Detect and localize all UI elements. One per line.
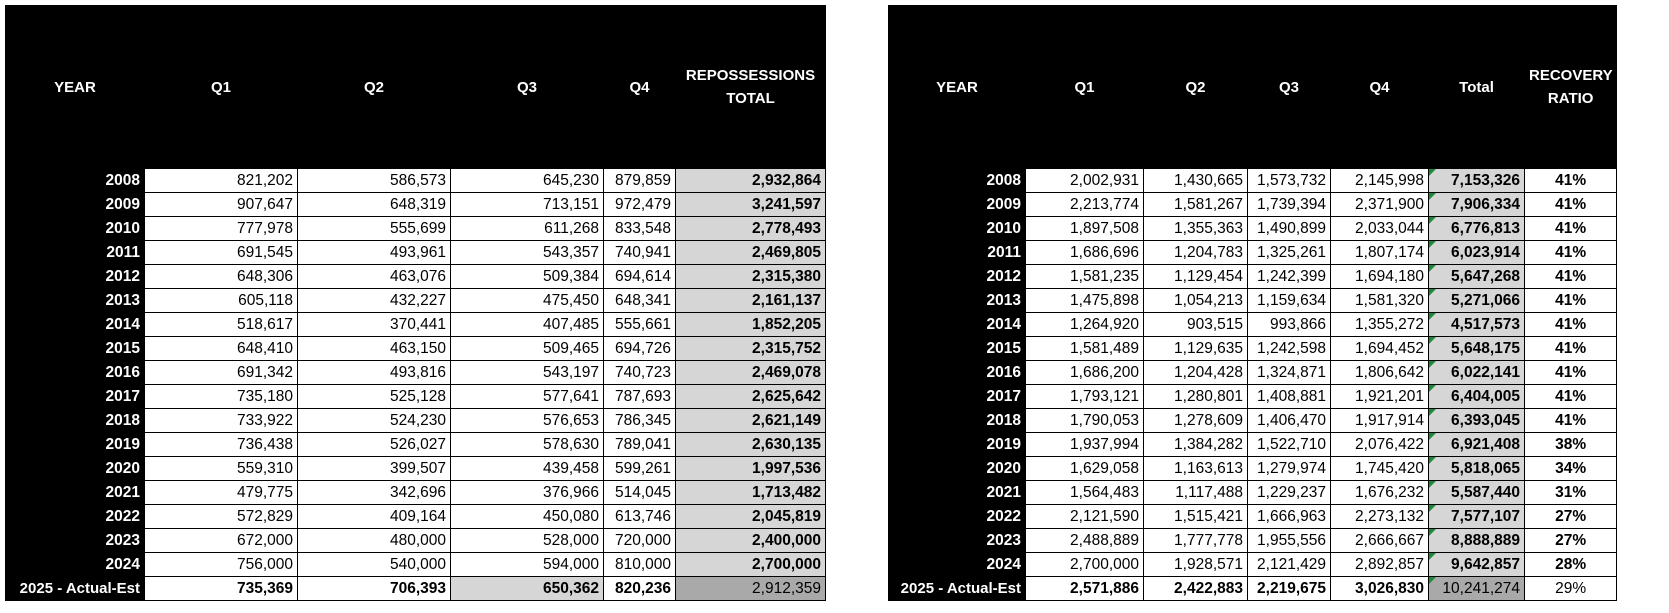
value-cell: 694,614 xyxy=(604,265,676,289)
table-row xyxy=(889,193,1617,217)
total-cell: 5,587,440 xyxy=(1429,481,1525,505)
value-cell: 2,371,900 xyxy=(1331,193,1429,217)
value-cell: 370,441 xyxy=(298,313,451,337)
value-cell: 509,384 xyxy=(451,265,604,289)
value-cell: 514,045 xyxy=(604,481,676,505)
table-header-row xyxy=(889,6,1617,169)
total-cell: 1,713,482 xyxy=(676,481,826,505)
value-cell: 879,859 xyxy=(604,169,676,193)
table-row xyxy=(889,505,1617,529)
value-cell: 694,726 xyxy=(604,337,676,361)
value-cell: 2,002,931 xyxy=(1026,169,1144,193)
value-cell: 540,000 xyxy=(298,553,451,577)
value-cell: 2,145,998 xyxy=(1331,169,1429,193)
value-cell: 1,928,571 xyxy=(1144,553,1248,577)
value-cell: 578,630 xyxy=(451,433,604,457)
value-cell: 1,355,272 xyxy=(1331,313,1429,337)
value-cell: 777,978 xyxy=(145,217,298,241)
column-header: Total xyxy=(1429,6,1525,169)
table-row xyxy=(889,553,1617,577)
table-row xyxy=(889,433,1617,457)
value-cell: 993,866 xyxy=(1248,313,1331,337)
value-cell: 1,280,801 xyxy=(1144,385,1248,409)
table-row xyxy=(6,361,826,385)
year-cell: 2014 xyxy=(889,313,1026,337)
table-row xyxy=(889,457,1617,481)
table-row xyxy=(6,265,826,289)
value-cell: 1,279,974 xyxy=(1248,457,1331,481)
value-cell: 1,490,899 xyxy=(1248,217,1331,241)
value-cell: 650,362 xyxy=(451,577,604,601)
table-row xyxy=(6,481,826,505)
value-cell: 463,150 xyxy=(298,337,451,361)
value-cell: 450,080 xyxy=(451,505,604,529)
total-cell: 1,997,536 xyxy=(676,457,826,481)
year-cell: 2021 xyxy=(889,481,1026,505)
value-cell: 821,202 xyxy=(145,169,298,193)
value-cell: 740,723 xyxy=(604,361,676,385)
ratio-cell: 29% xyxy=(1525,577,1617,601)
value-cell: 526,027 xyxy=(298,433,451,457)
value-cell: 1,694,180 xyxy=(1331,265,1429,289)
value-cell: 786,345 xyxy=(604,409,676,433)
total-cell: 2,700,000 xyxy=(676,553,826,577)
value-cell: 2,422,883 xyxy=(1144,577,1248,601)
ratio-cell: 41% xyxy=(1525,409,1617,433)
value-cell: 672,000 xyxy=(145,529,298,553)
value-cell: 756,000 xyxy=(145,553,298,577)
year-cell: 2025 - Actual-Est xyxy=(6,577,145,601)
value-cell: 1,204,428 xyxy=(1144,361,1248,385)
total-cell: 2,469,805 xyxy=(676,241,826,265)
value-cell: 648,319 xyxy=(298,193,451,217)
year-cell: 2018 xyxy=(6,409,145,433)
value-cell: 1,694,452 xyxy=(1331,337,1429,361)
year-cell: 2019 xyxy=(6,433,145,457)
value-cell: 576,653 xyxy=(451,409,604,433)
value-cell: 409,164 xyxy=(298,505,451,529)
value-cell: 1,686,696 xyxy=(1026,241,1144,265)
year-cell: 2025 - Actual-Est xyxy=(889,577,1026,601)
value-cell: 2,892,857 xyxy=(1331,553,1429,577)
ratio-cell: 41% xyxy=(1525,337,1617,361)
total-cell: 2,400,000 xyxy=(676,529,826,553)
total-cell: 2,625,642 xyxy=(676,385,826,409)
value-cell: 2,488,889 xyxy=(1026,529,1144,553)
value-cell: 1,581,320 xyxy=(1331,289,1429,313)
value-cell: 1,897,508 xyxy=(1026,217,1144,241)
column-header: Q3 xyxy=(451,6,604,169)
total-cell: 5,647,268 xyxy=(1429,265,1525,289)
value-cell: 611,268 xyxy=(451,217,604,241)
year-cell: 2024 xyxy=(889,553,1026,577)
year-cell: 2012 xyxy=(6,265,145,289)
value-cell: 907,647 xyxy=(145,193,298,217)
column-header: Q2 xyxy=(298,6,451,169)
value-cell: 1,745,420 xyxy=(1331,457,1429,481)
total-cell: 2,778,493 xyxy=(676,217,826,241)
ratio-cell: 31% xyxy=(1525,481,1617,505)
year-cell: 2021 xyxy=(6,481,145,505)
year-cell: 2010 xyxy=(6,217,145,241)
value-cell: 1,325,261 xyxy=(1248,241,1331,265)
table-row xyxy=(889,265,1617,289)
table-header-row xyxy=(6,6,826,169)
year-cell: 2023 xyxy=(889,529,1026,553)
value-cell: 613,746 xyxy=(604,505,676,529)
column-header: Q1 xyxy=(145,6,298,169)
total-cell: 6,404,005 xyxy=(1429,385,1525,409)
column-header: YEAR xyxy=(889,6,1026,169)
value-cell: 1,686,200 xyxy=(1026,361,1144,385)
value-cell: 735,180 xyxy=(145,385,298,409)
year-cell: 2020 xyxy=(6,457,145,481)
value-cell: 1,264,920 xyxy=(1026,313,1144,337)
value-cell: 1,355,363 xyxy=(1144,217,1248,241)
value-cell: 1,229,237 xyxy=(1248,481,1331,505)
ratio-cell: 41% xyxy=(1525,313,1617,337)
column-header: Q1 xyxy=(1026,6,1144,169)
total-cell: 5,271,066 xyxy=(1429,289,1525,313)
total-cell: 7,577,107 xyxy=(1429,505,1525,529)
table-row xyxy=(6,289,826,313)
value-cell: 2,273,132 xyxy=(1331,505,1429,529)
value-cell: 648,341 xyxy=(604,289,676,313)
value-cell: 1,242,598 xyxy=(1248,337,1331,361)
value-cell: 1,921,201 xyxy=(1331,385,1429,409)
year-cell: 2017 xyxy=(6,385,145,409)
value-cell: 706,393 xyxy=(298,577,451,601)
year-cell: 2009 xyxy=(6,193,145,217)
value-cell: 439,458 xyxy=(451,457,604,481)
value-cell: 1,129,454 xyxy=(1144,265,1248,289)
total-cell: 6,393,045 xyxy=(1429,409,1525,433)
value-cell: 1,806,642 xyxy=(1331,361,1429,385)
table-row xyxy=(6,385,826,409)
year-cell: 2018 xyxy=(889,409,1026,433)
value-cell: 1,573,732 xyxy=(1248,169,1331,193)
ratio-cell: 27% xyxy=(1525,529,1617,553)
year-cell: 2008 xyxy=(6,169,145,193)
column-header: Q4 xyxy=(604,6,676,169)
value-cell: 1,204,783 xyxy=(1144,241,1248,265)
value-cell: 1,408,881 xyxy=(1248,385,1331,409)
value-cell: 2,121,429 xyxy=(1248,553,1331,577)
value-cell: 555,699 xyxy=(298,217,451,241)
column-header: REPOSSESSIONS TOTAL xyxy=(676,6,826,169)
ratio-cell: 41% xyxy=(1525,265,1617,289)
value-cell: 594,000 xyxy=(451,553,604,577)
year-cell: 2024 xyxy=(6,553,145,577)
value-cell: 2,571,886 xyxy=(1026,577,1144,601)
total-cell: 2,045,819 xyxy=(676,505,826,529)
value-cell: 509,465 xyxy=(451,337,604,361)
value-cell: 1,581,235 xyxy=(1026,265,1144,289)
value-cell: 1,117,488 xyxy=(1144,481,1248,505)
year-cell: 2015 xyxy=(889,337,1026,361)
ratio-cell: 41% xyxy=(1525,361,1617,385)
table-row xyxy=(6,409,826,433)
value-cell: 543,197 xyxy=(451,361,604,385)
total-cell: 6,776,813 xyxy=(1429,217,1525,241)
ratio-cell: 27% xyxy=(1525,505,1617,529)
total-cell: 5,648,175 xyxy=(1429,337,1525,361)
value-cell: 524,230 xyxy=(298,409,451,433)
table-row xyxy=(889,361,1617,385)
year-cell: 2011 xyxy=(6,241,145,265)
value-cell: 1,522,710 xyxy=(1248,433,1331,457)
table-row xyxy=(6,505,826,529)
ratio-cell: 38% xyxy=(1525,433,1617,457)
value-cell: 2,121,590 xyxy=(1026,505,1144,529)
value-cell: 1,777,778 xyxy=(1144,529,1248,553)
value-cell: 1,676,232 xyxy=(1331,481,1429,505)
total-cell: 6,921,408 xyxy=(1429,433,1525,457)
value-cell: 480,000 xyxy=(298,529,451,553)
table-row xyxy=(6,457,826,481)
table-row xyxy=(6,529,826,553)
value-cell: 1,807,174 xyxy=(1331,241,1429,265)
repossessions-table xyxy=(5,5,826,601)
total-cell: 7,153,326 xyxy=(1429,169,1525,193)
total-cell: 4,517,573 xyxy=(1429,313,1525,337)
value-cell: 1,739,394 xyxy=(1248,193,1331,217)
value-cell: 407,485 xyxy=(451,313,604,337)
value-cell: 479,775 xyxy=(145,481,298,505)
value-cell: 1,666,963 xyxy=(1248,505,1331,529)
value-cell: 645,230 xyxy=(451,169,604,193)
value-cell: 2,033,044 xyxy=(1331,217,1429,241)
ratio-cell: 41% xyxy=(1525,289,1617,313)
value-cell: 691,545 xyxy=(145,241,298,265)
value-cell: 1,581,267 xyxy=(1144,193,1248,217)
ratio-cell: 41% xyxy=(1525,217,1617,241)
year-cell: 2008 xyxy=(889,169,1026,193)
total-cell: 5,818,065 xyxy=(1429,457,1525,481)
value-cell: 810,000 xyxy=(604,553,676,577)
estimate-row xyxy=(889,577,1617,601)
ratio-cell: 41% xyxy=(1525,193,1617,217)
table-row xyxy=(889,241,1617,265)
value-cell: 1,054,213 xyxy=(1144,289,1248,313)
value-cell: 493,816 xyxy=(298,361,451,385)
table-row xyxy=(889,217,1617,241)
value-cell: 1,163,613 xyxy=(1144,457,1248,481)
table-row xyxy=(889,409,1617,433)
value-cell: 1,406,470 xyxy=(1248,409,1331,433)
total-cell: 7,906,334 xyxy=(1429,193,1525,217)
total-cell: 6,023,914 xyxy=(1429,241,1525,265)
value-cell: 1,629,058 xyxy=(1026,457,1144,481)
ratio-cell: 41% xyxy=(1525,385,1617,409)
value-cell: 3,026,830 xyxy=(1331,577,1429,601)
total-cell: 6,022,141 xyxy=(1429,361,1525,385)
table-row xyxy=(889,289,1617,313)
total-cell: 10,241,274 xyxy=(1429,577,1525,601)
value-cell: 1,793,121 xyxy=(1026,385,1144,409)
value-cell: 1,955,556 xyxy=(1248,529,1331,553)
table-row xyxy=(889,337,1617,361)
table-row xyxy=(889,481,1617,505)
year-cell: 2020 xyxy=(889,457,1026,481)
value-cell: 376,966 xyxy=(451,481,604,505)
value-cell: 432,227 xyxy=(298,289,451,313)
total-cell: 1,852,205 xyxy=(676,313,826,337)
value-cell: 2,666,667 xyxy=(1331,529,1429,553)
total-cell: 9,642,857 xyxy=(1429,553,1525,577)
value-cell: 1,324,871 xyxy=(1248,361,1331,385)
value-cell: 720,000 xyxy=(604,529,676,553)
value-cell: 572,829 xyxy=(145,505,298,529)
value-cell: 736,438 xyxy=(145,433,298,457)
table-row xyxy=(6,553,826,577)
value-cell: 599,261 xyxy=(604,457,676,481)
value-cell: 740,941 xyxy=(604,241,676,265)
value-cell: 1,159,634 xyxy=(1248,289,1331,313)
value-cell: 733,922 xyxy=(145,409,298,433)
value-cell: 543,357 xyxy=(451,241,604,265)
value-cell: 713,151 xyxy=(451,193,604,217)
value-cell: 648,410 xyxy=(145,337,298,361)
value-cell: 1,475,898 xyxy=(1026,289,1144,313)
table-row xyxy=(889,385,1617,409)
value-cell: 342,696 xyxy=(298,481,451,505)
total-cell: 2,932,864 xyxy=(676,169,826,193)
table-row xyxy=(6,241,826,265)
value-cell: 1,129,635 xyxy=(1144,337,1248,361)
total-cell: 2,621,149 xyxy=(676,409,826,433)
value-cell: 1,790,053 xyxy=(1026,409,1144,433)
table-row xyxy=(6,313,826,337)
table-row xyxy=(889,313,1617,337)
value-cell: 2,700,000 xyxy=(1026,553,1144,577)
value-cell: 493,961 xyxy=(298,241,451,265)
value-cell: 555,661 xyxy=(604,313,676,337)
value-cell: 903,515 xyxy=(1144,313,1248,337)
table-row xyxy=(6,193,826,217)
value-cell: 1,581,489 xyxy=(1026,337,1144,361)
value-cell: 2,076,422 xyxy=(1331,433,1429,457)
total-cell: 2,161,137 xyxy=(676,289,826,313)
year-cell: 2009 xyxy=(889,193,1026,217)
value-cell: 475,450 xyxy=(451,289,604,313)
value-cell: 1,430,665 xyxy=(1144,169,1248,193)
value-cell: 833,548 xyxy=(604,217,676,241)
year-cell: 2014 xyxy=(6,313,145,337)
year-cell: 2019 xyxy=(889,433,1026,457)
total-cell: 2,912,359 xyxy=(676,577,826,601)
total-cell: 2,630,135 xyxy=(676,433,826,457)
ratio-cell: 34% xyxy=(1525,457,1617,481)
year-cell: 2015 xyxy=(6,337,145,361)
table-row xyxy=(6,217,826,241)
value-cell: 691,342 xyxy=(145,361,298,385)
year-cell: 2022 xyxy=(889,505,1026,529)
ratio-cell: 41% xyxy=(1525,241,1617,265)
value-cell: 1,937,994 xyxy=(1026,433,1144,457)
value-cell: 1,564,483 xyxy=(1026,481,1144,505)
value-cell: 735,369 xyxy=(145,577,298,601)
value-cell: 586,573 xyxy=(298,169,451,193)
year-cell: 2016 xyxy=(6,361,145,385)
total-cell: 8,888,889 xyxy=(1429,529,1525,553)
recovery-table xyxy=(888,5,1617,601)
total-cell: 3,241,597 xyxy=(676,193,826,217)
value-cell: 463,076 xyxy=(298,265,451,289)
total-cell: 2,315,752 xyxy=(676,337,826,361)
value-cell: 1,384,282 xyxy=(1144,433,1248,457)
ratio-cell: 41% xyxy=(1525,169,1617,193)
value-cell: 1,515,421 xyxy=(1144,505,1248,529)
year-cell: 2010 xyxy=(889,217,1026,241)
year-cell: 2023 xyxy=(6,529,145,553)
column-header: YEAR xyxy=(6,6,145,169)
table-row xyxy=(6,169,826,193)
value-cell: 399,507 xyxy=(298,457,451,481)
year-cell: 2012 xyxy=(889,265,1026,289)
total-cell: 2,469,078 xyxy=(676,361,826,385)
year-cell: 2013 xyxy=(6,289,145,313)
year-cell: 2022 xyxy=(6,505,145,529)
value-cell: 789,041 xyxy=(604,433,676,457)
value-cell: 518,617 xyxy=(145,313,298,337)
column-header: Q3 xyxy=(1248,6,1331,169)
table-row xyxy=(6,337,826,361)
value-cell: 1,278,609 xyxy=(1144,409,1248,433)
ratio-cell: 28% xyxy=(1525,553,1617,577)
table-row xyxy=(889,169,1617,193)
value-cell: 648,306 xyxy=(145,265,298,289)
value-cell: 820,236 xyxy=(604,577,676,601)
value-cell: 559,310 xyxy=(145,457,298,481)
estimate-row xyxy=(6,577,826,601)
value-cell: 2,213,774 xyxy=(1026,193,1144,217)
value-cell: 972,479 xyxy=(604,193,676,217)
value-cell: 2,219,675 xyxy=(1248,577,1331,601)
year-cell: 2016 xyxy=(889,361,1026,385)
value-cell: 1,917,914 xyxy=(1331,409,1429,433)
column-header: Q4 xyxy=(1331,6,1429,169)
total-cell: 2,315,380 xyxy=(676,265,826,289)
value-cell: 525,128 xyxy=(298,385,451,409)
value-cell: 528,000 xyxy=(451,529,604,553)
table-row xyxy=(889,529,1617,553)
table-row xyxy=(6,433,826,457)
value-cell: 1,242,399 xyxy=(1248,265,1331,289)
value-cell: 787,693 xyxy=(604,385,676,409)
column-header: Q2 xyxy=(1144,6,1248,169)
year-cell: 2017 xyxy=(889,385,1026,409)
column-header: RECOVERY RATIO xyxy=(1525,6,1617,169)
value-cell: 605,118 xyxy=(145,289,298,313)
year-cell: 2011 xyxy=(889,241,1026,265)
value-cell: 577,641 xyxy=(451,385,604,409)
year-cell: 2013 xyxy=(889,289,1026,313)
